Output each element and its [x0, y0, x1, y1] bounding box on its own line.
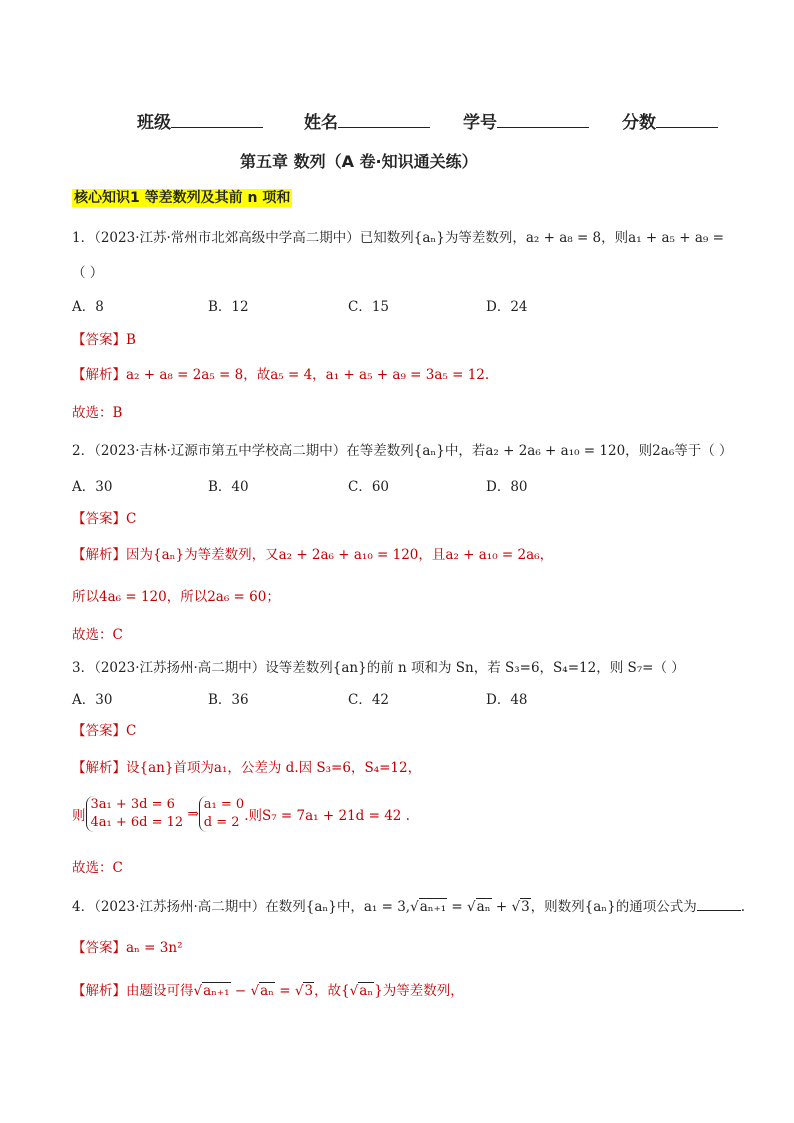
q2-analysis — [72, 543, 553, 563]
q2-option-c: C．60 — [348, 479, 390, 495]
q3-system-tail: .则S₇ = 7a₁ + 21d = 42 . — [244, 808, 410, 824]
q4-analysis-h: aₙ — [359, 983, 374, 999]
q3-option-a: A．30 — [72, 692, 113, 708]
q3-analysis-label: 【解析】 — [72, 760, 126, 776]
q2-option-b: B．40 — [208, 479, 249, 495]
header-id — [463, 108, 589, 133]
q1-answer-value: B — [126, 332, 136, 348]
q3-option-c: C．42 — [348, 692, 390, 708]
q3-res1: a₁ = 0 — [203, 797, 245, 812]
q4-stem-a: 4．（2023·江苏扬州·高二期中）在数列{aₙ}中，a₁ = 3, — [72, 899, 411, 915]
q4-analysis-c: − — [230, 983, 251, 999]
q4-analysis-g: ，故{ — [314, 983, 350, 999]
q2-answer-label: 【答案】 — [72, 511, 126, 527]
q3-eq2: 4a₁ + 6d = 12 — [90, 815, 184, 830]
q4-stem-f: 3 — [521, 899, 530, 915]
q3-answer — [72, 719, 136, 739]
q4-analysis-i: }为等差数列， — [374, 983, 464, 999]
q4-analysis-b: aₙ₊₁ — [203, 983, 230, 999]
q4-stem: 4．（2023·江苏扬州·高二期中）在数列{aₙ}中，a₁ = 3,√aₙ₊₁ = √aₙ + √3，则数列{aₙ}的通项公式为 . — [72, 899, 746, 915]
q3-res2: d = 2 — [203, 815, 240, 830]
q4-analysis-d: aₙ — [260, 983, 274, 999]
q3-eq1: 3a₁ + 3d = 6 — [90, 797, 175, 812]
page-title: 第五章 数列（A 卷·知识通关练） — [240, 152, 478, 171]
q3-implies: ⇒ — [187, 806, 199, 822]
name-label: 姓名 — [304, 113, 338, 133]
q4-answer-blank — [697, 898, 741, 911]
q4-analysis-f: 3 — [304, 983, 314, 999]
q4-answer — [72, 936, 182, 956]
class-blank — [171, 113, 263, 128]
q4-stem-c: = — [447, 899, 468, 915]
score-label: 分数 — [622, 113, 656, 133]
header-name — [304, 108, 430, 133]
q2-answer-value: C — [126, 511, 137, 527]
q1-option-c: C．15 — [348, 299, 390, 315]
q4-stem-g: ，则数列{aₙ}的通项公式为 — [530, 899, 697, 915]
q4-analysis-a: 由题设可得 — [126, 983, 194, 999]
id-blank — [497, 113, 589, 128]
q2-analysis-2: 所以4a₆ = 120，所以2a₆ = 60； — [72, 589, 280, 605]
q4-analysis: 【解析】由题设可得√aₙ₊₁ − √aₙ = √3，故{√aₙ}为等差数列， — [72, 983, 464, 999]
q4-answer-label: 【答案】 — [72, 940, 126, 956]
q1-conclusion: 故选：B — [72, 405, 123, 421]
header-score — [622, 108, 718, 133]
q3-conclusion: 故选：C — [72, 860, 123, 876]
q2-analysis-text: 因为{aₙ}为等差数列，又a₂ + 2a₆ + a₁₀ = 120，且a₂ + a₁₀ = 2a₆， — [126, 547, 554, 563]
q4-stem-d: aₙ — [476, 899, 491, 915]
q4-analysis-label: 【解析】 — [72, 983, 126, 999]
section-heading — [72, 187, 292, 207]
q1-option-d: D．24 — [486, 299, 528, 315]
section-highlight: 核心知识1 等差数列及其前 n 项和 — [74, 190, 291, 206]
q1-answer — [72, 328, 136, 348]
q4-stem-b: aₙ₊₁ — [419, 899, 447, 915]
q2-answer — [72, 507, 136, 527]
q3-analysis-text: 设{an}首项为a₁，公差为 d.因 S₃=6，S₄=12， — [126, 760, 422, 776]
q1-answer-label: 【答案】 — [72, 332, 126, 348]
q4-stem-e: + — [491, 899, 512, 915]
q3-option-d: D．48 — [486, 692, 528, 708]
q2-option-a: A．30 — [72, 479, 113, 495]
q3-system-prefix: 则 — [72, 808, 86, 824]
q3-option-b: B．36 — [208, 692, 249, 708]
q2-conclusion: 故选：C — [72, 627, 123, 643]
q3-answer-label: 【答案】 — [72, 723, 126, 739]
q4-analysis-e: = — [274, 983, 295, 999]
q2-analysis-label: 【解析】 — [72, 547, 126, 563]
name-blank — [338, 113, 430, 128]
q3-analysis — [72, 756, 421, 776]
id-label: 学号 — [463, 113, 497, 133]
q3-system-results — [199, 796, 244, 832]
q1-analysis-text: a₂ + a₈ = 2a₅ = 8，故a₅ = 4，a₁ + a₅ + a₉ = 3a₅ = 12. — [126, 367, 490, 383]
q1-option-b: B．12 — [208, 299, 249, 315]
q1-stem: 1．（2023·江苏·常州市北郊高级中学高二期中）已知数列{aₙ}为等差数列，a₂ + a₈ = 8，则a₁ + a₅ + a₉ = — [72, 230, 724, 246]
q3-system — [72, 796, 410, 832]
q4-answer-value: aₙ = 3n² — [126, 940, 183, 956]
q3-stem: 3．（2023·江苏扬州·高二期中）设等差数列{an}的前 n 项和为 Sn，若 S₃=6，S₄=12，则 S₇=（ ） — [72, 660, 685, 676]
q1-analysis-label: 【解析】 — [72, 367, 126, 383]
q1-option-a: A．8 — [72, 299, 104, 315]
score-blank — [656, 113, 718, 128]
q3-answer-value: C — [126, 723, 137, 739]
q1-paren: （ ） — [72, 265, 104, 281]
class-label: 班级 — [137, 113, 171, 133]
q2-stem: 2．（2023·吉林·辽源市第五中学校高二期中）在等差数列{aₙ}中，若a₂ + 2a₆ + a₁₀ = 120，则2a₆等于（ ） — [72, 443, 733, 459]
q2-option-d: D．80 — [486, 479, 528, 495]
q3-system-equations — [86, 796, 184, 832]
q1-analysis — [72, 363, 489, 383]
header-class — [137, 108, 263, 133]
